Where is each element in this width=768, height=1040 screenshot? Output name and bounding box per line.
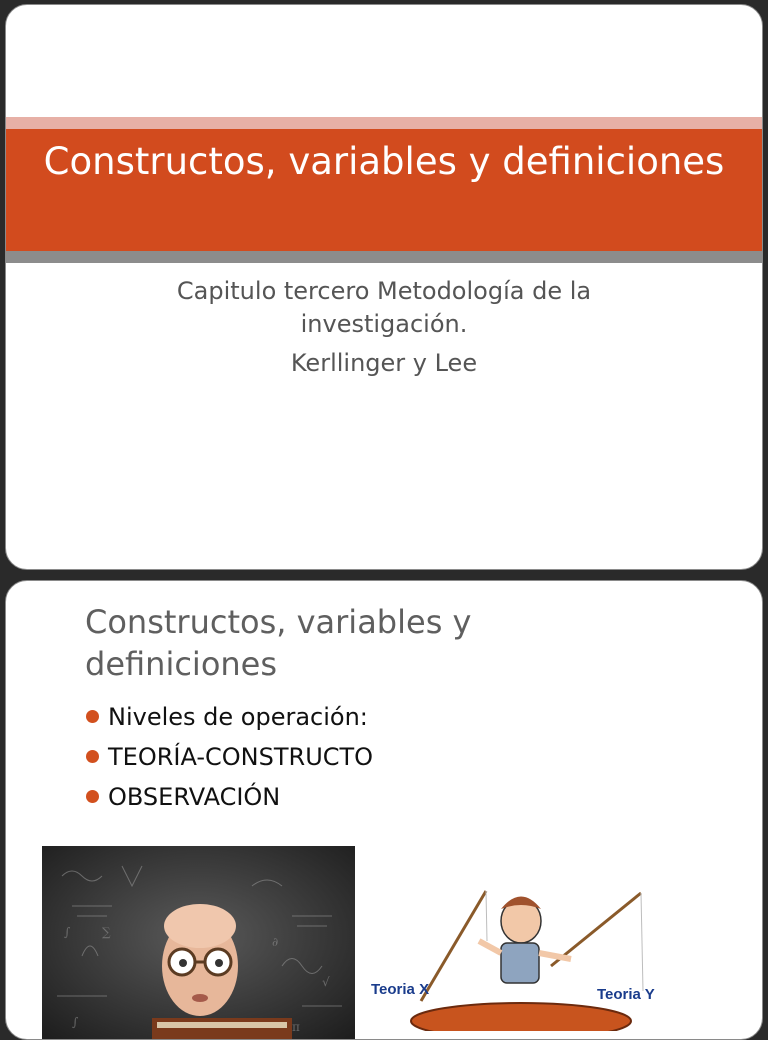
svg-text:∫: ∫ [64, 925, 71, 939]
slide-2[interactable] [5, 580, 763, 1040]
title-band-bottom-stripe [6, 251, 762, 263]
theory-boat-cartoon [361, 881, 681, 1031]
slide-1-subtitle: Capitulo tercero Metodología de la investigación. [176, 277, 592, 338]
scientist-chalkboard-illustration [42, 846, 355, 1040]
svg-text:∫: ∫ [72, 1015, 79, 1029]
svg-text:∂: ∂ [272, 935, 279, 949]
svg-text:∑: ∑ [102, 925, 111, 939]
slide-1-author: Kerllinger y Lee [290, 349, 478, 377]
svg-text:π: π [292, 1020, 300, 1034]
bullet-list [86, 697, 373, 817]
slide-2-title: Constructos, variables y definiciones [85, 603, 472, 683]
scientist-chalkboard-image [42, 846, 355, 1040]
bullet-item-teoria-constructo: TEORÍA-CONSTRUCTO [86, 737, 373, 777]
bullet-item-niveles: Niveles de operación: [86, 697, 373, 737]
slide-1[interactable] [5, 4, 763, 570]
svg-text:√: √ [322, 975, 330, 989]
teoria-x-label: Teoria X [371, 981, 430, 998]
slide-1-title: Constructos, variables y definiciones [43, 140, 725, 183]
title-band-top-stripe [6, 117, 762, 129]
teoria-y-label: Teoria Y [597, 986, 655, 1003]
bullet-item-observacion: OBSERVACIÓN [86, 777, 373, 817]
